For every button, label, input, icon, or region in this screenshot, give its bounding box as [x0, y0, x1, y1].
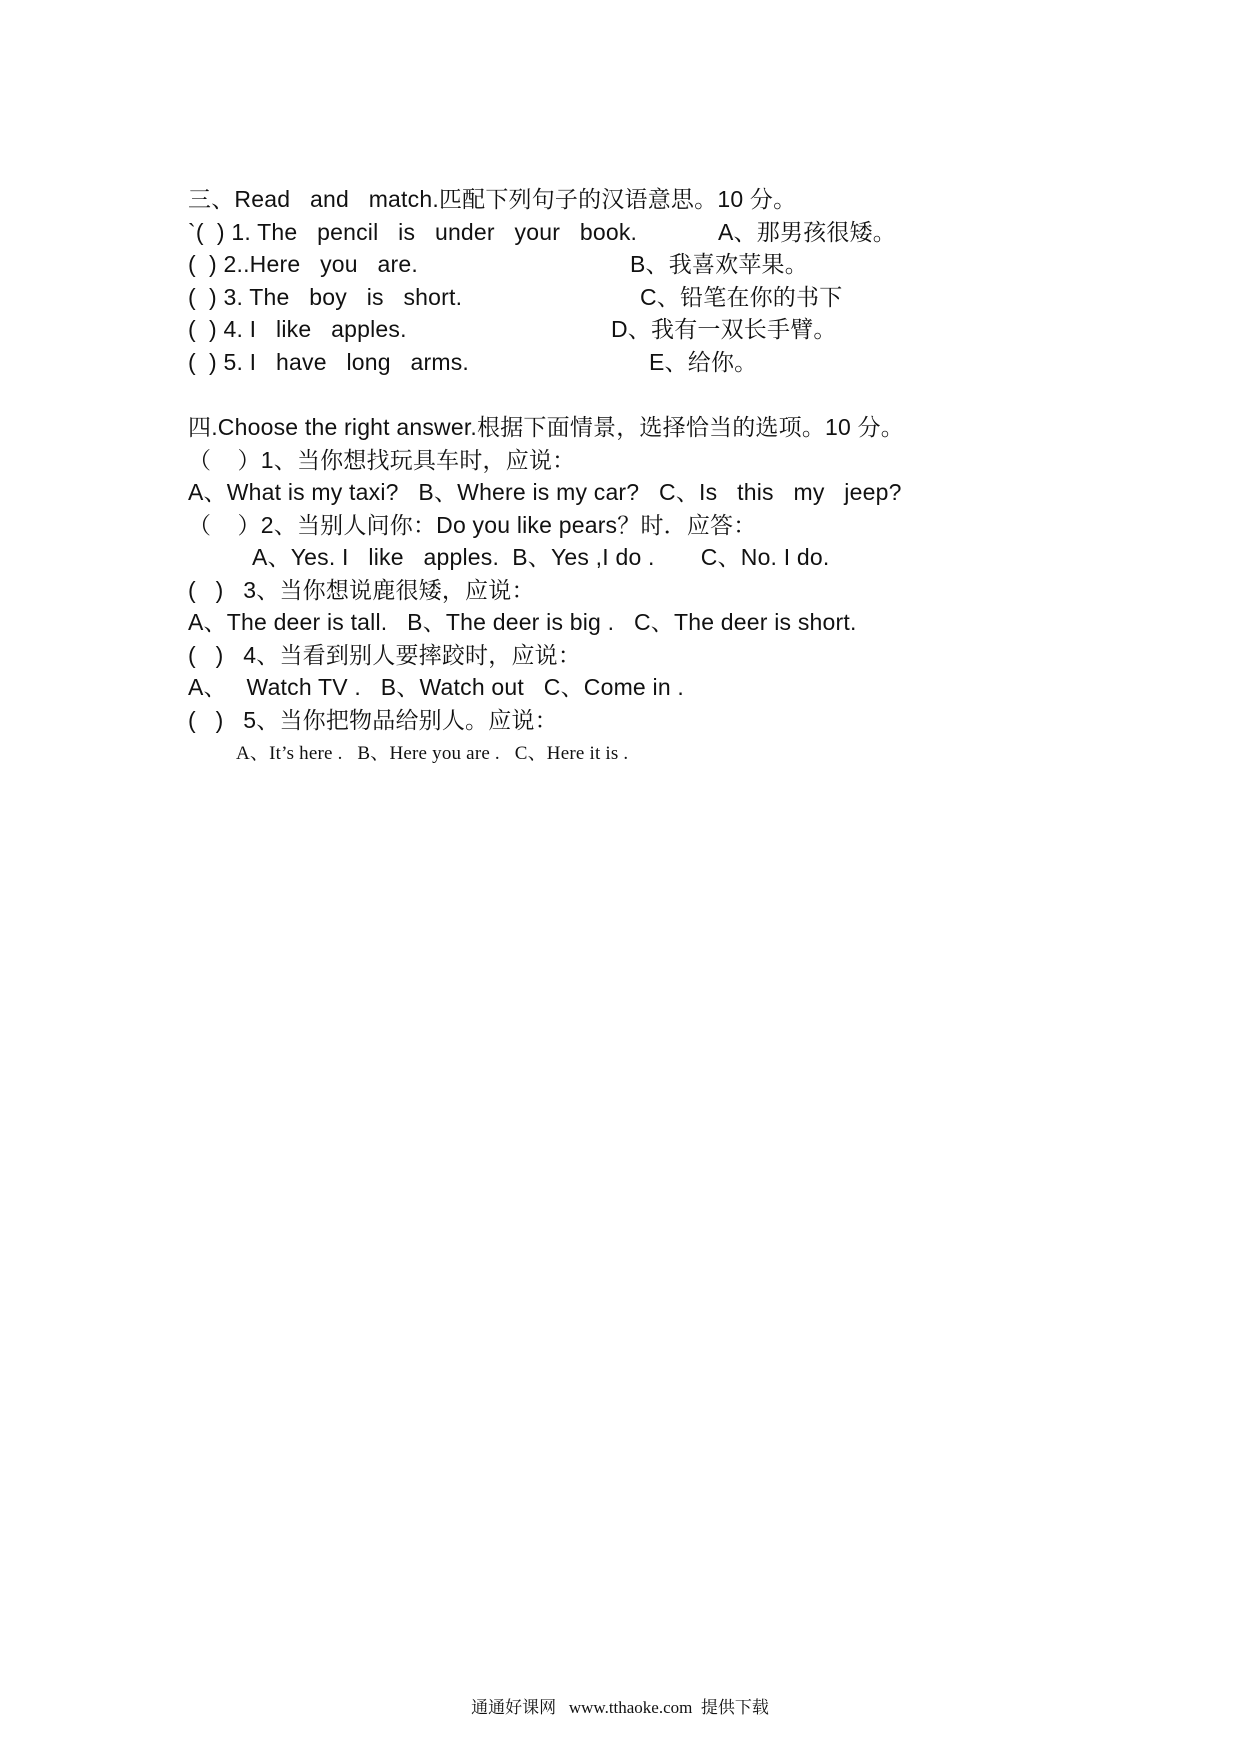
choice-question-1: （ ）1、当你想找玩具车时，应说：	[188, 447, 576, 473]
choice-options-5: A、It’s here . B、Here you are . C、Here it is .	[236, 743, 629, 764]
match-answer-b: B、我喜欢苹果。	[630, 251, 808, 277]
section4-heading: 四.Choose the right answer.根据下面情景，选择恰当的选项。10 分。	[188, 414, 904, 440]
choice-question-4: ( ) 4、当看到别人要摔跤时，应说：	[188, 642, 582, 668]
match-question-1: `( ) 1. The pencil is under your book.	[188, 219, 638, 245]
match-answer-a: A、那男孩很矮。	[718, 219, 896, 245]
match-answer-e: E、给你。	[649, 349, 758, 375]
choice-options-1: A、What is my taxi? B、Where is my car? C、Is this my jeep?	[188, 479, 902, 505]
match-question-5: ( ) 5. I have long arms.	[188, 349, 470, 375]
choice-question-2: （ ）2、当别人问你：Do you like pears？时．应答：	[188, 512, 757, 538]
match-question-3: ( ) 3. The boy is short.	[188, 284, 463, 310]
match-question-2: ( ) 2..Here you are.	[188, 251, 418, 277]
choice-options-3: A、The deer is tall. B、The deer is big . C、The deer is short.	[188, 609, 857, 635]
match-answer-d: D、我有一双长手臂。	[611, 316, 837, 342]
choice-options-2: A、Yes. I like apples. B、Yes ,I do . C、No. I do.	[252, 544, 830, 570]
choice-question-3: ( ) 3、当你想说鹿很矮，应说：	[188, 577, 535, 603]
match-answer-c: C、铅笔在你的书下	[640, 284, 843, 310]
section3-heading: 三、Read and match.匹配下列句子的汉语意思。10 分。	[188, 186, 797, 212]
footer-download-note: 通通好课网 www.tthaoke.com 提供下载	[471, 1698, 769, 1717]
choice-options-4: A、 Watch TV . B、Watch out C、Come in .	[188, 674, 684, 700]
match-question-4: ( ) 4. I like apples.	[188, 316, 407, 342]
choice-question-5: ( ) 5、当你把物品给别人。应说：	[188, 707, 558, 733]
